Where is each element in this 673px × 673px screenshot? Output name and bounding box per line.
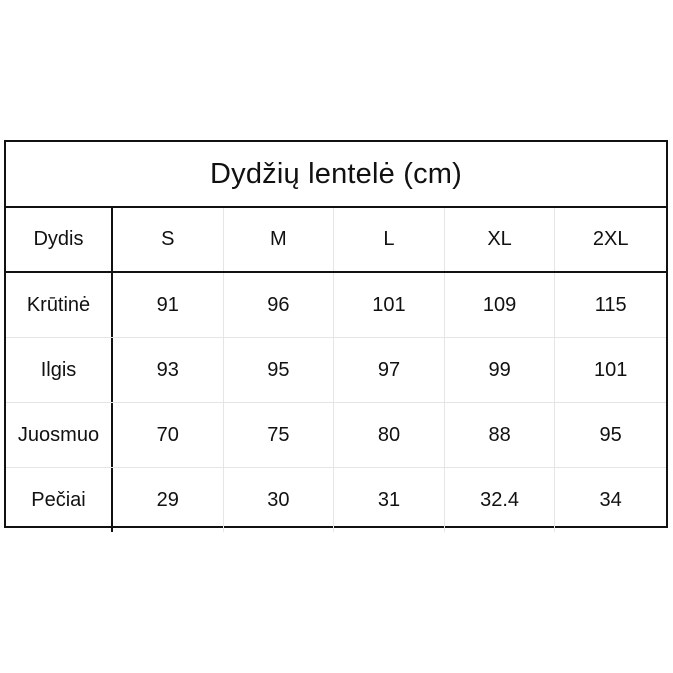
table-cell: 101 bbox=[334, 273, 445, 337]
row-label: Juosmuo bbox=[6, 403, 113, 467]
table-cell: 31 bbox=[334, 468, 445, 532]
header-label-cell: Dydis bbox=[6, 208, 113, 271]
table-cell: 75 bbox=[224, 403, 335, 467]
table-row bbox=[6, 338, 666, 403]
table-cell: 91 bbox=[113, 273, 224, 337]
table-cell: 95 bbox=[224, 338, 335, 402]
row-label: Ilgis bbox=[6, 338, 113, 402]
table-row bbox=[6, 273, 666, 338]
table-cell: 34 bbox=[599, 488, 622, 511]
table-cell: 96 bbox=[224, 273, 335, 337]
table-grid bbox=[6, 208, 666, 526]
table-cell: 101 bbox=[593, 358, 628, 381]
table-cell: 30 bbox=[224, 468, 335, 532]
table-cell: 95 bbox=[599, 423, 622, 446]
table-cell: 93 bbox=[113, 338, 224, 402]
table-cell: 99 bbox=[445, 338, 556, 402]
table-cell: 109 bbox=[445, 273, 556, 337]
size-chart-table bbox=[4, 140, 668, 528]
table-cell: 32.4 bbox=[445, 468, 556, 532]
table-row bbox=[6, 403, 666, 468]
header-size-2xl: 2XL bbox=[592, 228, 629, 250]
header-size-l: L bbox=[334, 208, 445, 271]
table-title: Dydžių lentelė (cm) bbox=[6, 142, 666, 208]
header-size-m: M bbox=[224, 208, 335, 271]
table-cell: 80 bbox=[334, 403, 445, 467]
table-cell: 97 bbox=[334, 338, 445, 402]
table-cell: 88 bbox=[445, 403, 556, 467]
row-label: Krūtinė bbox=[6, 273, 113, 337]
header-row bbox=[6, 208, 666, 273]
row-label: Pečiai bbox=[6, 468, 113, 532]
table-cell: 70 bbox=[113, 403, 224, 467]
table-row bbox=[6, 468, 666, 532]
table-cell: 115 bbox=[594, 293, 627, 316]
header-size-xl: XL bbox=[445, 208, 556, 271]
table-cell: 29 bbox=[113, 468, 224, 532]
header-size-s: S bbox=[113, 208, 224, 271]
